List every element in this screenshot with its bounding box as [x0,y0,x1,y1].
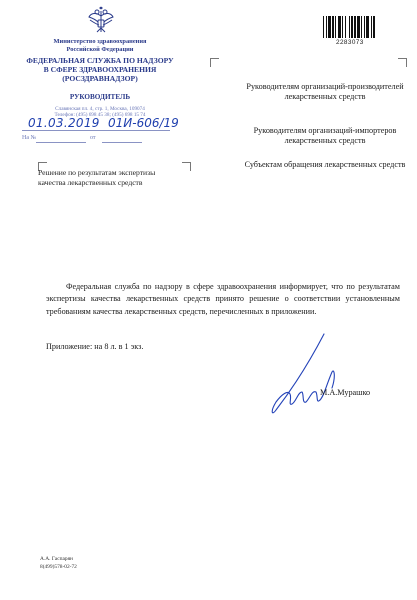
barcode-icon [322,16,392,38]
barcode-bar [335,16,336,38]
barcode-bar [342,16,343,38]
handwritten-signature [262,332,358,422]
letter-body: Федеральная служба по надзору в сфере здравоохранения информирует, что по результатам экспертизы качества лекарственных средств принято решение о соответствии установленным требованиям качества лекарственных средств, перечисленных в приложении. [46,282,400,316]
barcode-number: 2283073 [336,39,364,46]
barcode-bar [361,16,362,38]
barcode-bar [345,16,346,38]
reference-date-label: от [90,135,96,141]
barcode-bar [357,16,360,38]
barcode-bar [364,16,365,38]
ministry-name: Министерство здравоохранения Российской Федерации [53,38,147,53]
barcode-bar [332,16,334,38]
reference-date-line [102,142,142,143]
barcode-bar [349,16,350,38]
attachment-note: Приложение: на 8 л. в 1 экз. [46,342,144,351]
head-title: РУКОВОДИТЕЛЬ [69,93,131,101]
barcode-bar [338,16,341,38]
address-corner-mark [398,58,407,67]
registration-date: 01.03.2019 [28,116,100,130]
recipient-importers: Руководителям организаций-импортеров лекарственных средств [253,126,397,146]
reference-number-label: На № [22,135,37,141]
barcode-bar [326,16,327,38]
address-corner-mark [210,58,219,67]
agency-address: Славянская пл. 4, стр. 1, Москва, 109074 Телефон: (495) 698 45 38; (495) 698 15 74 [54,106,146,119]
recipient-subjects: Субъектам обращения лекарственных средств [244,160,406,169]
barcode-bar [354,16,356,38]
barcode-bar [371,16,372,38]
registration-number: 01И-606/19 [108,116,179,130]
reference-number-line [36,142,86,143]
agency-name: ФЕДЕРАЛЬНАЯ СЛУЖБА ПО НАДЗОРУ В СФЕРЕ ЗДРАВООХРАНЕНИЯ (РОСЗДРАВНАДЗОР) [26,56,174,83]
letter-subject: Решение по результатам экспертизы качества лекарственных средств [38,168,156,187]
barcode-bar [328,16,331,38]
executor-name: А.А. Гаспарян [40,556,73,562]
barcode-bar [366,16,369,38]
barcode-bar [373,16,375,38]
recipient-manufacturers: Руководителям организаций-производителей лекарственных средств [246,82,404,102]
double-headed-eagle-emblem-icon [86,6,116,36]
registration-underline [22,130,170,131]
signatory-name: М.А.Мурашко [320,388,371,397]
barcode-bar [351,16,353,38]
barcode-bar [323,16,324,38]
executor-phone: 8(499)578-02-72 [40,564,77,570]
